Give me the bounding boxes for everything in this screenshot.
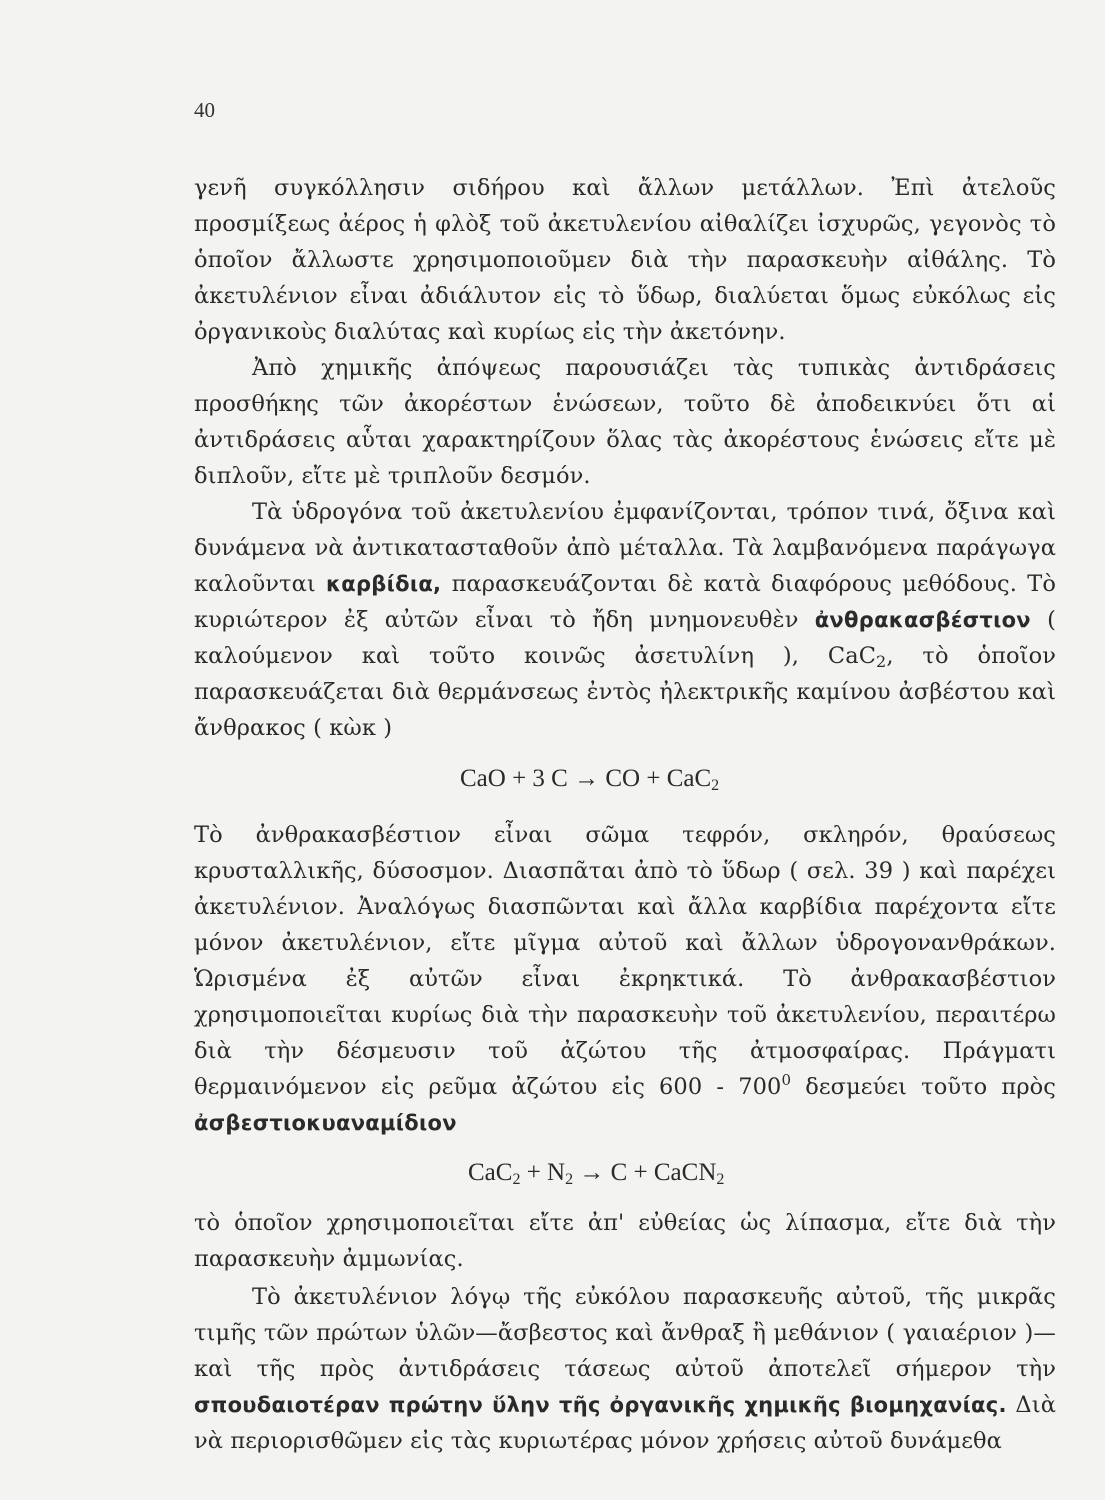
equation-2-part-b: + N	[520, 1159, 566, 1186]
page-number: 40	[194, 98, 215, 122]
paragraph-3	[194, 494, 1056, 746]
text-block-1	[194, 170, 1056, 746]
equation-2-sub-a: 2	[512, 1171, 521, 1188]
text-block-2	[194, 817, 1056, 1141]
paragraph-6-text-1: Τὸ ἀκετυλένιον λόγῳ τῆς εὐκόλου παρασκευῆς αὐτοῦ, τῆς μικρᾶς τιμῆς τῶν πρώτων ὑλῶν—ἄσβεστος καὶ ἄνθραξ ἢ μεθάνιον ( γαιαέριον )—καὶ τῆς πρὸς ἀντιδράσεις τάσεως αὐτοῦ ἀποτελεῖ σήμερον τὴν	[194, 1284, 1056, 1382]
paragraph-4	[194, 817, 1056, 1141]
paragraph-5: τὸ ὁποῖον χρησιμοποιεῖται εἴτε ἀπ' εὐθείας ὡς λίπασμα, εἴτε διὰ τὴν παρασκευὴν ἀμμωνίας.	[194, 1210, 1056, 1272]
text-block-3	[194, 1205, 1056, 1459]
equation-1-reactants: CaO + 3 C	[460, 765, 568, 792]
term-calcium-cyanamide: ἀσβεστιοκυαναμίδιον	[194, 1111, 457, 1135]
paragraph-2: Ἀπὸ χημικῆς ἀπόψεως παρουσιάζει τὰς τυπικὰς ἀντιδράσεις προσθήκης τῶν ἀκορέστων ἑνώσεων, τοῦτο δὲ ἀποδεικνύει ὅτι αἱ ἀντιδράσεις αὗται χαρακτηρίζουν ὅλας τὰς ἀκορέστους ἑνώσεις εἴτε μὲ διπλοῦν, εἴτε μὲ τριπλοῦν δεσμόν.	[194, 355, 1056, 489]
equation-2-sub-c: 2	[716, 1171, 725, 1188]
equation-2-part-c: C + CaCN	[604, 1159, 717, 1186]
paragraph-4-text-1: Τὸ ἀνθρακασβέστιον εἶναι σῶμα τεφρόν, σκληρόν, θραύσεως κρυσταλλικῆς, δύσοσμον. Διασπᾶται ἀπὸ τὸ ὕδωρ ( σελ. 39 ) καὶ παρέχει ἀκετυλένιον. Ἀναλόγως διασπῶνται καὶ ἄλλα καρβίδια παρέχοντα εἴτε μόνον ἀκετυλένιον, εἴτε μῖγμα αὐτοῦ καὶ ἄλλων ὑδρογονανθράκων. Ὡρισμένα ἐξ αὐτῶν εἶναι ἐκρηκτικά. Τὸ ἀνθρακασβέστιον χρησιμοποιεῖται κυρίως διὰ τὴν παρασκευὴν τοῦ ἀκετυλενίου, περαιτέρω διὰ τὴν δέσμευσιν τοῦ ἀζώτου τῆς ἀτμοσφαίρας. Πράγματι θερμαινόμενον εἰς ρεῦμα ἀζώτου εἰς 600 - 700	[194, 822, 1056, 1100]
paragraph-4-text-2: δεσμεύει τοῦτο πρὸς	[791, 1074, 1056, 1100]
paragraph-6	[194, 1279, 1056, 1459]
term-carbides: καρβίδια,	[326, 572, 442, 596]
paragraph-6-text-2: Διὰ νὰ περιορισθῶμεν εἰς τὰς κυριωτέρας μόνον χρήσεις αὐτοῦ δυνάμεθα	[194, 1392, 1056, 1454]
paragraph-1: γενῆ συγκόλλησιν σιδήρου καὶ ἄλλων μετάλλων. Ἐπὶ ἀτελοῦς προσμίξεως ἀέρος ἡ φλὸξ τοῦ ἀκετυλενίου αἰθαλίζει ἰσχυρῶς, γεγονὸς τὸ ὁποῖον ἄλλωστε χρησιμοποιοῦμεν διὰ τὴν παρασκευὴν αἰθάλης. Τὸ ἀκετυλένιον εἶναι ἀδιάλυτον εἰς τὸ ὕδωρ, διαλύεται ὅμως εὐκόλως εἰς ὀργανικοὺς διαλύτας καὶ κυρίως εἰς τὴν ἀκετόνην.	[194, 175, 1056, 345]
equation-2-part-a: CaC	[468, 1159, 513, 1186]
paragraph-3-text-1: Τὰ ὑδρογόνα τοῦ ἀκετυλενίου ἐμφανίζονται, τρόπον τινά, ὄξινα καὶ δυνάμενα νὰ ἀντικατασταθοῦν ἀπὸ μέταλλα. Τὰ λαμβανόμενα παράγωγα καλοῦνται	[194, 499, 1056, 597]
paragraph-3-text-4: , τὸ ὁποῖον παρασκευάζεται διὰ θερμάνσεως ἐντὸς ἠλεκτρικῆς καμίνου ἀσβέστου καὶ ἄνθρακος ( κὼκ )	[194, 643, 1056, 741]
equation-1-subscript: 2	[711, 777, 720, 794]
equation-1-products: CO + CaC	[605, 765, 712, 792]
arrow-icon: →	[574, 765, 600, 792]
paragraph-3-subscript: 2	[876, 652, 887, 671]
term-main-raw-material: σπουδαιοτέραν πρώτην ὕλην τῆς ὀργανικῆς χημικῆς βιομηχανίας.	[194, 1393, 1007, 1417]
degree-superscript: 0	[781, 1071, 792, 1089]
paragraph-3-text-3: ( καλούμενον καὶ τοῦτο κοινῶς ἀσετυλίνη ), CaC	[194, 607, 1056, 669]
term-calcium-carbide: ἀνθρακασβέστιον	[814, 608, 1031, 632]
paragraph-3-text-2: παρασκευάζονται δὲ κατὰ διαφόρους μεθόδους. Τὸ κυριώτερον ἐξ αὐτῶν εἶναι τὸ ἤδη μνημονευθὲν	[194, 571, 1056, 633]
equation-calcium-cyanamide	[468, 1159, 724, 1187]
equation-2-sub-b: 2	[565, 1171, 574, 1188]
equation-calcium-carbide	[460, 765, 719, 793]
arrow-icon: →	[579, 1159, 605, 1186]
